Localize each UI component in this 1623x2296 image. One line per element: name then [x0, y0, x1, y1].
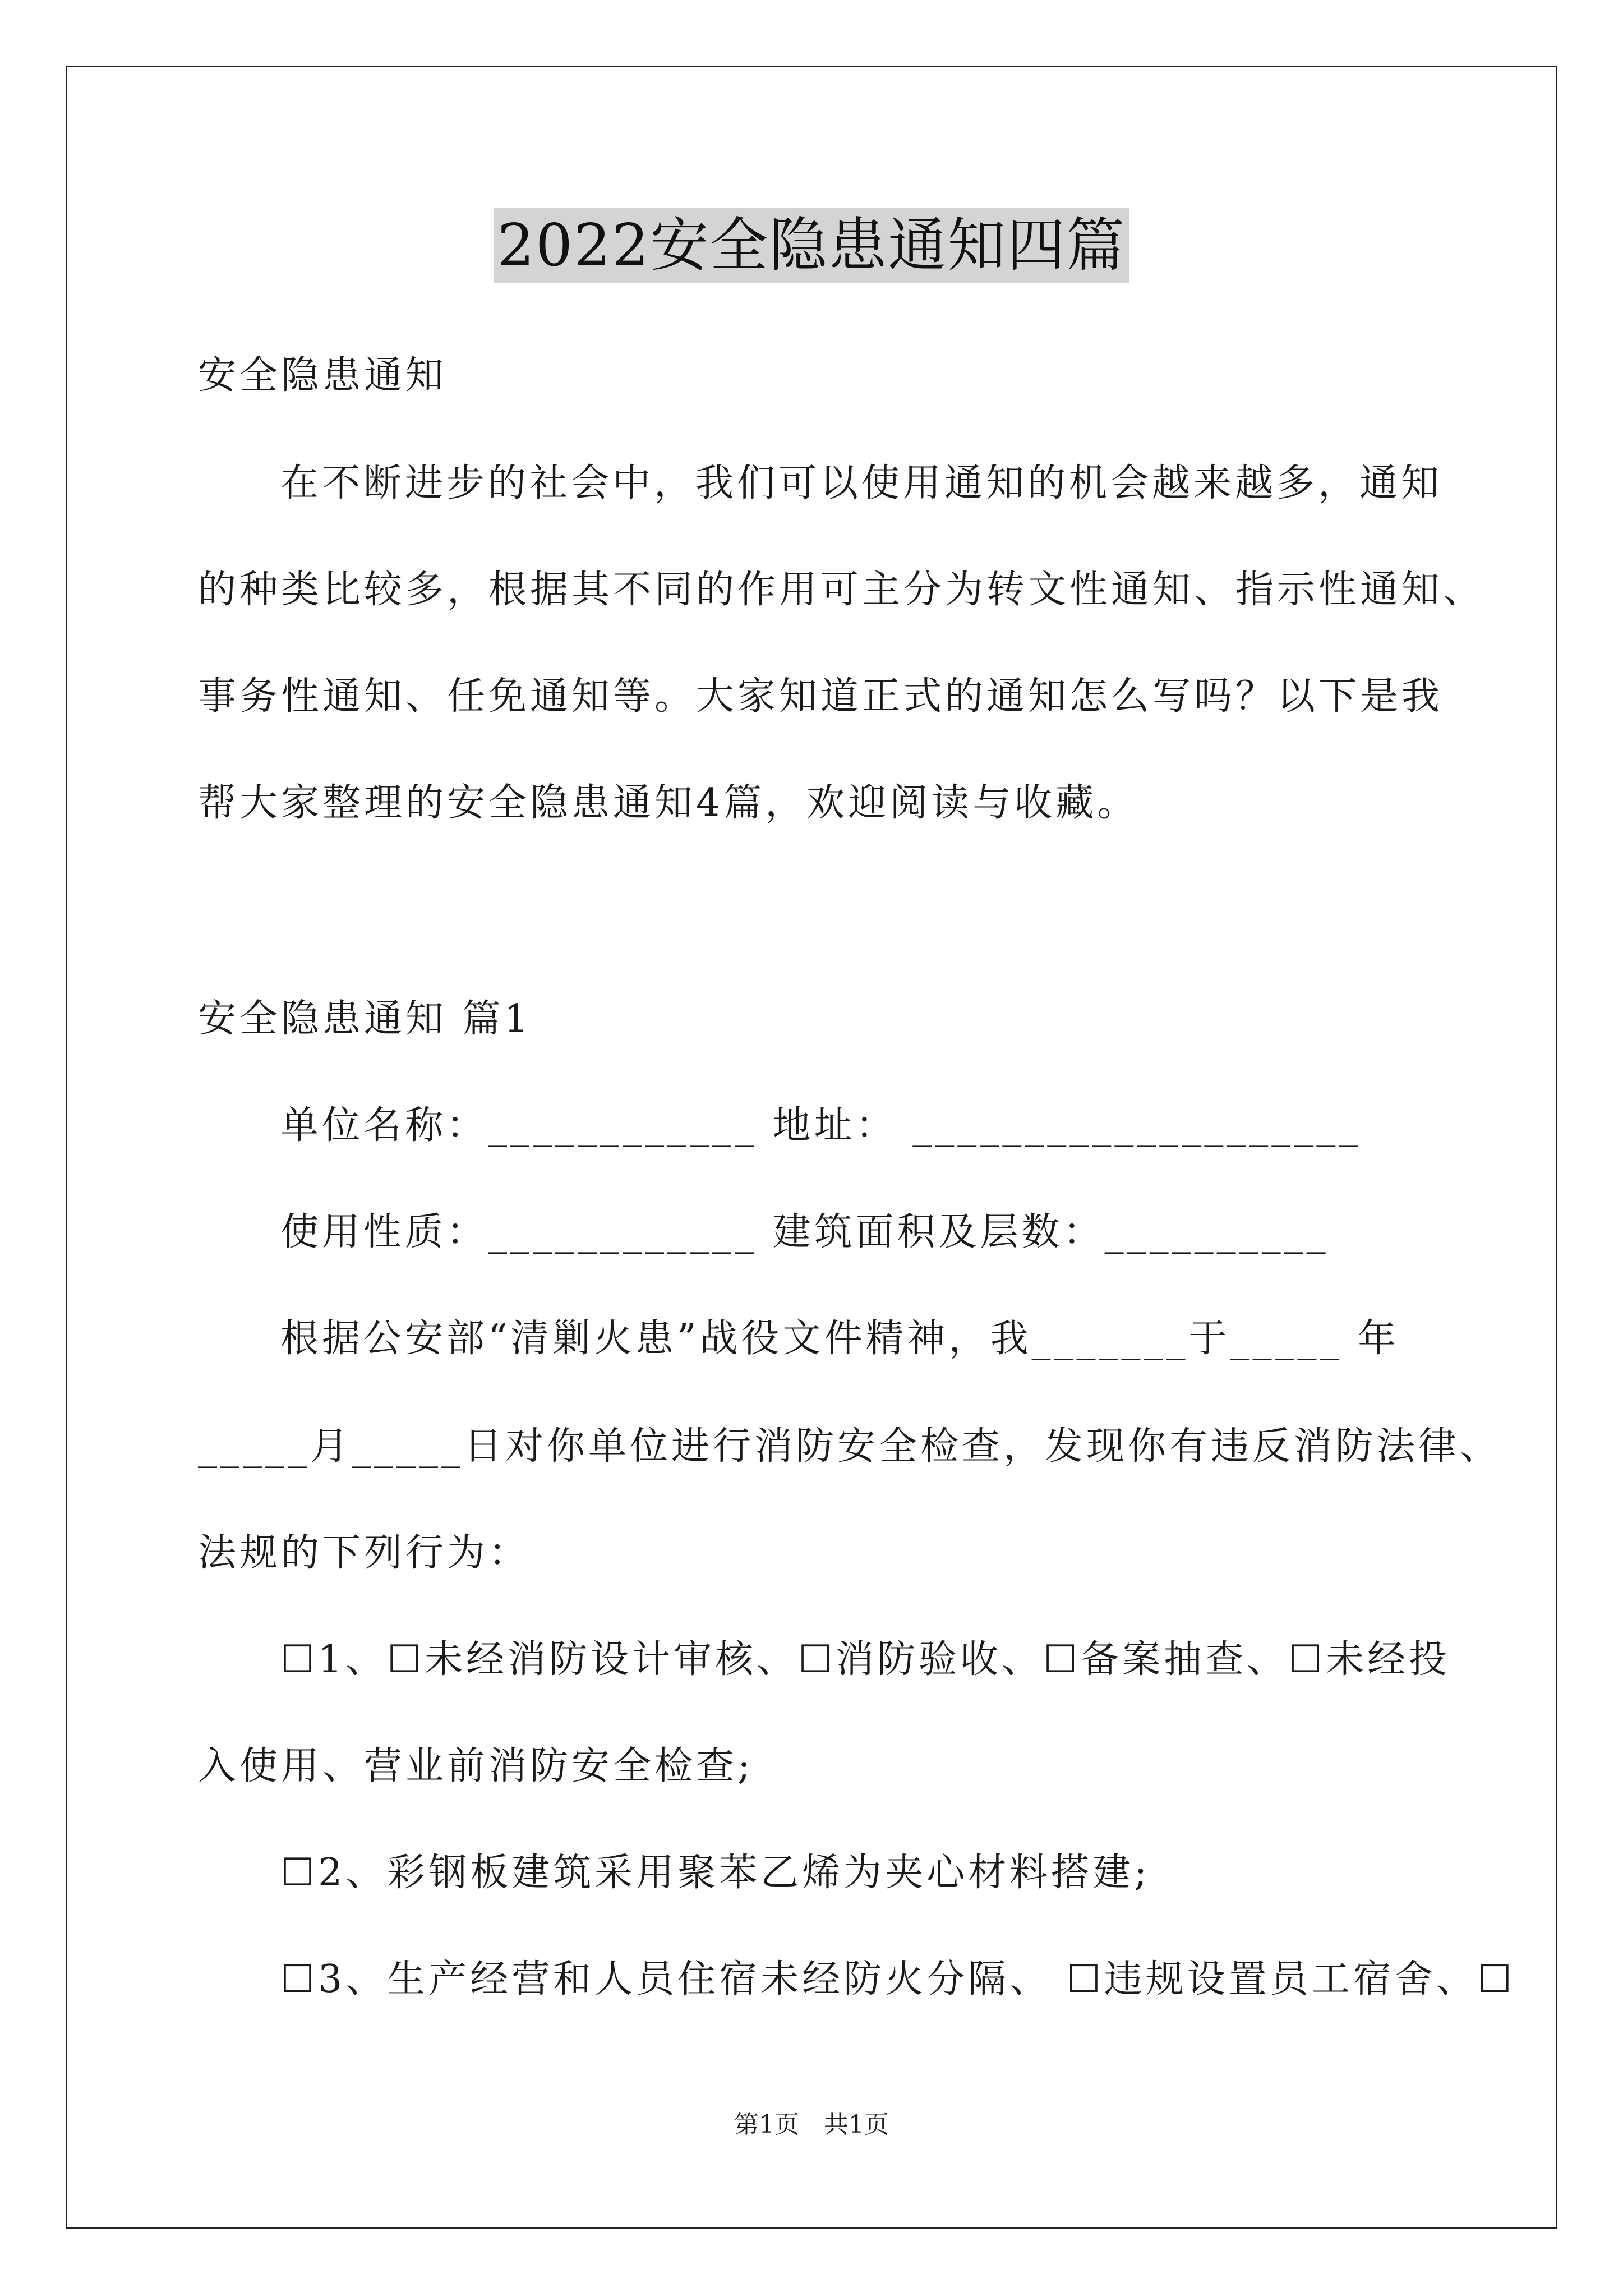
checklist-line: ☐2、彩钢板建筑采用聚苯乙烯为夹心材料搭建;	[280, 1851, 1151, 1895]
document-title: 2022安全隐患通知四篇	[494, 208, 1129, 283]
paragraph-line: 在不断进步的社会中，我们可以使用通知的机会越来越多，通知	[280, 461, 1443, 505]
paragraph-line: _____月_____日对你单位进行消防安全检查，发现你有违反消防法律、	[198, 1424, 1502, 1469]
form-field-line: 单位名称：____________ 地址： ____________________	[280, 1103, 1362, 1148]
title-container	[0, 208, 1623, 283]
paragraph-line: 帮大家整理的安全隐患通知4篇，欢迎阅读与收藏。	[198, 781, 1139, 825]
paragraph-line: 根据公安部“清剿火患”战役文件精神，我_______于_____ 年	[280, 1317, 1400, 1361]
checklist-line: ☐1、☐未经消防设计审核、☐消防验收、☐备案抽查、☐未经投	[280, 1637, 1451, 1682]
checklist-line: ☐3、生产经营和人员住宿未经防火分隔、 ☐违规设置员工宿舍、☐	[280, 1957, 1515, 2001]
checklist-line: 入使用、营业前消防安全检查;	[198, 1744, 754, 1788]
paragraph-line: 的种类比较多，根据其不同的作用可主分为转文性通知、指示性通知、	[198, 568, 1485, 612]
paragraph-line: 事务性通知、任免通知等。大家知道正式的通知怎么写吗？以下是我	[198, 674, 1444, 719]
page-footer: 第1页 共1页	[734, 2110, 889, 2139]
paragraph-line: 法规的下列行为：	[198, 1531, 531, 1575]
section-heading: 安全隐患通知	[198, 353, 448, 398]
form-field-line: 使用性质：____________ 建筑面积及层数：__________	[280, 1210, 1329, 1254]
section-heading: 安全隐患通知 篇1	[198, 997, 532, 1041]
